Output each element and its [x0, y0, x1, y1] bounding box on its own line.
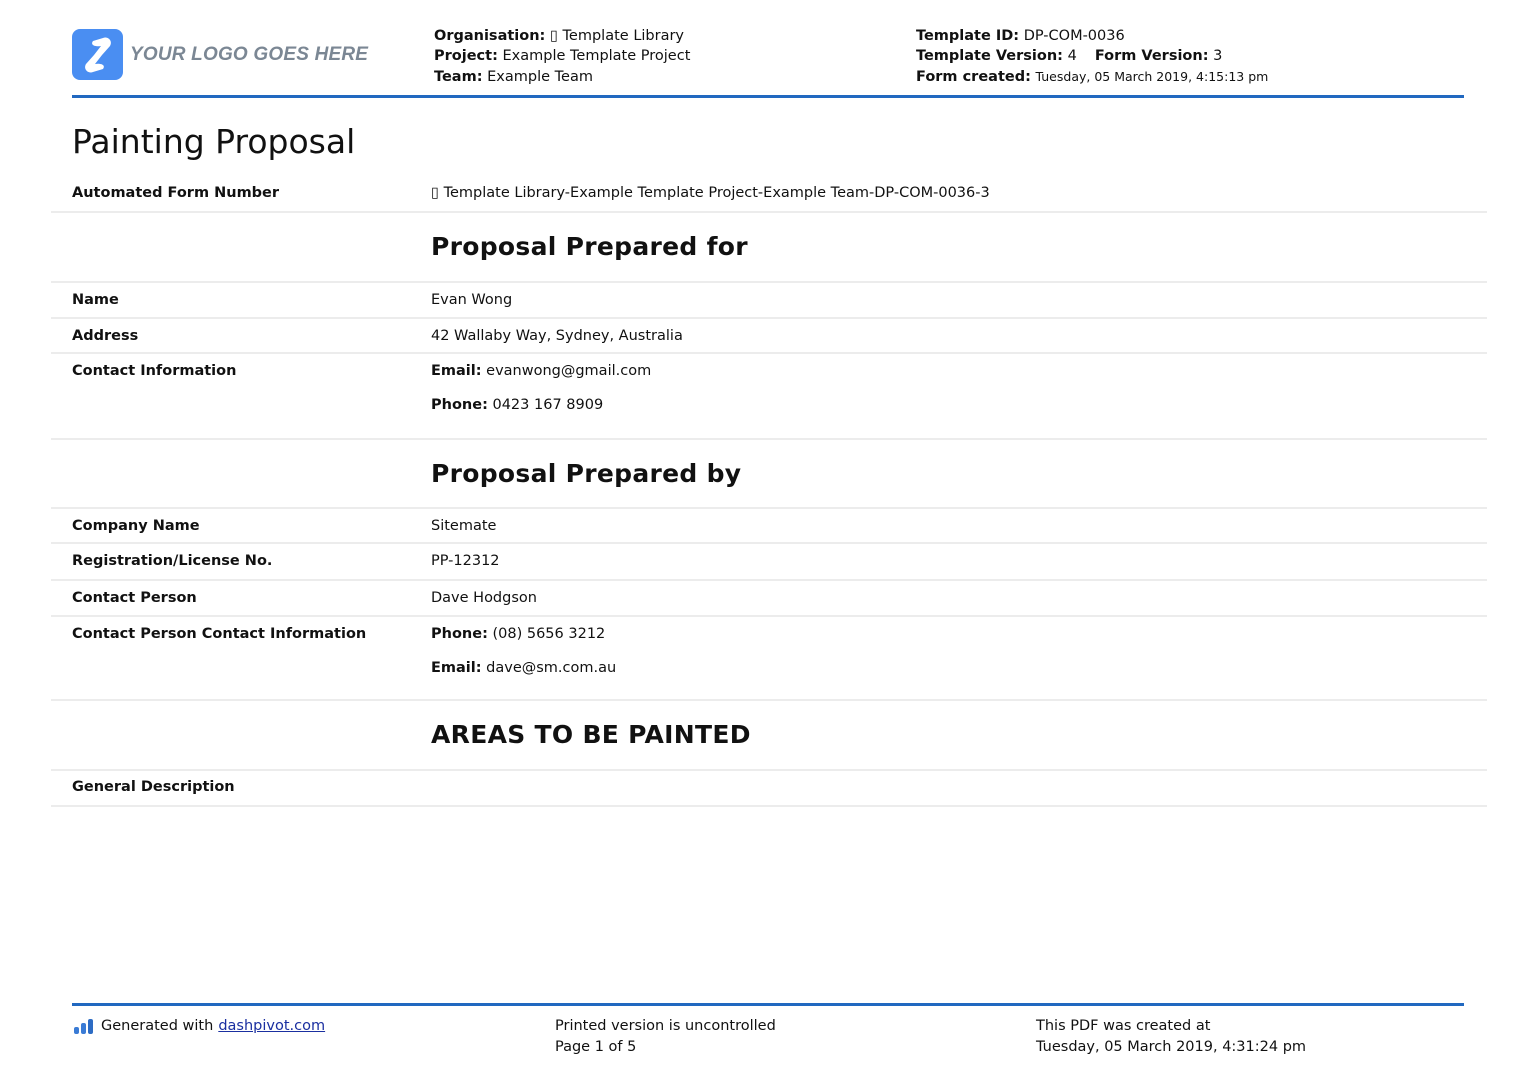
- version-line: [916, 46, 1268, 66]
- section-heading: AREAS TO BE PAINTED: [431, 720, 751, 749]
- field-value: Sitemate: [431, 518, 497, 534]
- registration-row: [51, 544, 1487, 581]
- general-description-row: [51, 771, 1487, 807]
- field-label: General Description: [72, 779, 235, 795]
- pdf-created-value: Tuesday, 05 March 2019, 4:31:24 pm: [1036, 1038, 1307, 1055]
- form-created-value: Tuesday, 05 March 2019, 4:15:13 pm: [1035, 68, 1269, 84]
- contact-person-row: [51, 581, 1487, 617]
- email-value: evanwong@gmail.com: [486, 363, 652, 379]
- field-value: Evan Wong: [431, 292, 513, 308]
- field-label: Address: [72, 328, 139, 344]
- company-name-row: [51, 509, 1487, 544]
- page-title: Painting Proposal: [72, 122, 356, 161]
- field-label: Name: [72, 292, 119, 308]
- section-prepared-for: [51, 213, 1487, 283]
- section-heading: Proposal Prepared for: [431, 232, 748, 261]
- field-value: ▯ Template Library-Example Template Project-Example Team-DP-COM-0036-3: [431, 185, 990, 201]
- phone-line: [431, 626, 605, 642]
- document-header: [72, 26, 1464, 96]
- template-version-value: 4: [1067, 48, 1077, 65]
- template-meta: [916, 26, 1268, 87]
- address-row: [51, 319, 1487, 354]
- section-areas-to-be-painted: [51, 701, 1487, 771]
- template-id-line: [916, 26, 1268, 46]
- uncontrolled-notice: Printed version is uncontrolled: [555, 1018, 776, 1034]
- email-label: Email:: [431, 363, 482, 379]
- template-id-value: DP-COM-0036: [1023, 28, 1125, 44]
- contact-person-info-row: [51, 617, 1487, 701]
- organisation-line: [434, 26, 690, 46]
- field-value: 42 Wallaby Way, Sydney, Australia: [431, 328, 683, 344]
- logo: [72, 29, 368, 80]
- footer-divider: [72, 1003, 1464, 1006]
- pdf-created-info: [1036, 1016, 1306, 1057]
- form-version-label: Form Version:: [1094, 48, 1209, 65]
- section-heading: Proposal Prepared by: [431, 459, 742, 488]
- phone-label: Phone:: [431, 626, 488, 642]
- team-value: Example Team: [487, 68, 593, 85]
- organisation-label: Organisation:: [434, 28, 546, 44]
- template-version-label: Template Version:: [916, 48, 1063, 65]
- org-meta: [434, 26, 690, 87]
- project-value: Example Template Project: [502, 48, 691, 65]
- team-line: [434, 67, 690, 87]
- field-value: PP-12312: [431, 553, 500, 569]
- phone-value: 0423 167 8909: [492, 397, 604, 413]
- page-number: Page 1 of 5: [555, 1038, 637, 1055]
- field-label: Contact Information: [72, 363, 237, 379]
- project-line: [434, 46, 690, 66]
- phone-label: Phone:: [431, 397, 488, 413]
- field-label: Registration/License No.: [72, 553, 273, 569]
- form-created-label: Form created:: [916, 68, 1031, 85]
- field-label: Contact Person Contact Information: [72, 626, 367, 642]
- header-divider: [72, 95, 1464, 98]
- form-created-line: [916, 67, 1268, 87]
- pdf-created-label: This PDF was created at: [1036, 1018, 1211, 1034]
- organisation-value: ▯ Template Library: [549, 28, 685, 44]
- email-line: [431, 363, 651, 379]
- print-info: [555, 1016, 776, 1057]
- field-label: Company Name: [72, 518, 200, 534]
- template-id-label: Template ID:: [916, 28, 1020, 44]
- phone-line: [431, 397, 603, 413]
- team-label: Team:: [434, 68, 483, 85]
- dashpivot-bars-icon: [74, 1019, 93, 1034]
- phone-value: (08) 5656 3212: [492, 626, 606, 642]
- email-label: Email:: [431, 660, 482, 676]
- generated-with: [74, 1016, 325, 1037]
- name-row: [51, 283, 1487, 319]
- dashpivot-link[interactable]: dashpivot.com: [218, 1018, 326, 1034]
- form-version-value: 3: [1213, 48, 1223, 65]
- form-body: [51, 176, 1487, 807]
- logo-text: YOUR LOGO GOES HERE: [130, 43, 369, 65]
- generated-with-text: Generated with: [101, 1018, 214, 1034]
- email-line: [431, 660, 616, 676]
- project-label: Project:: [434, 48, 498, 65]
- field-label: Automated Form Number: [72, 185, 280, 201]
- contact-information-row: [51, 354, 1487, 440]
- logo-mark-icon: [72, 29, 123, 80]
- field-value: Dave Hodgson: [431, 590, 537, 606]
- automated-form-number-row: [51, 176, 1487, 213]
- email-value: dave@sm.com.au: [486, 660, 617, 676]
- section-prepared-by: [51, 440, 1487, 509]
- field-label: Contact Person: [72, 590, 197, 606]
